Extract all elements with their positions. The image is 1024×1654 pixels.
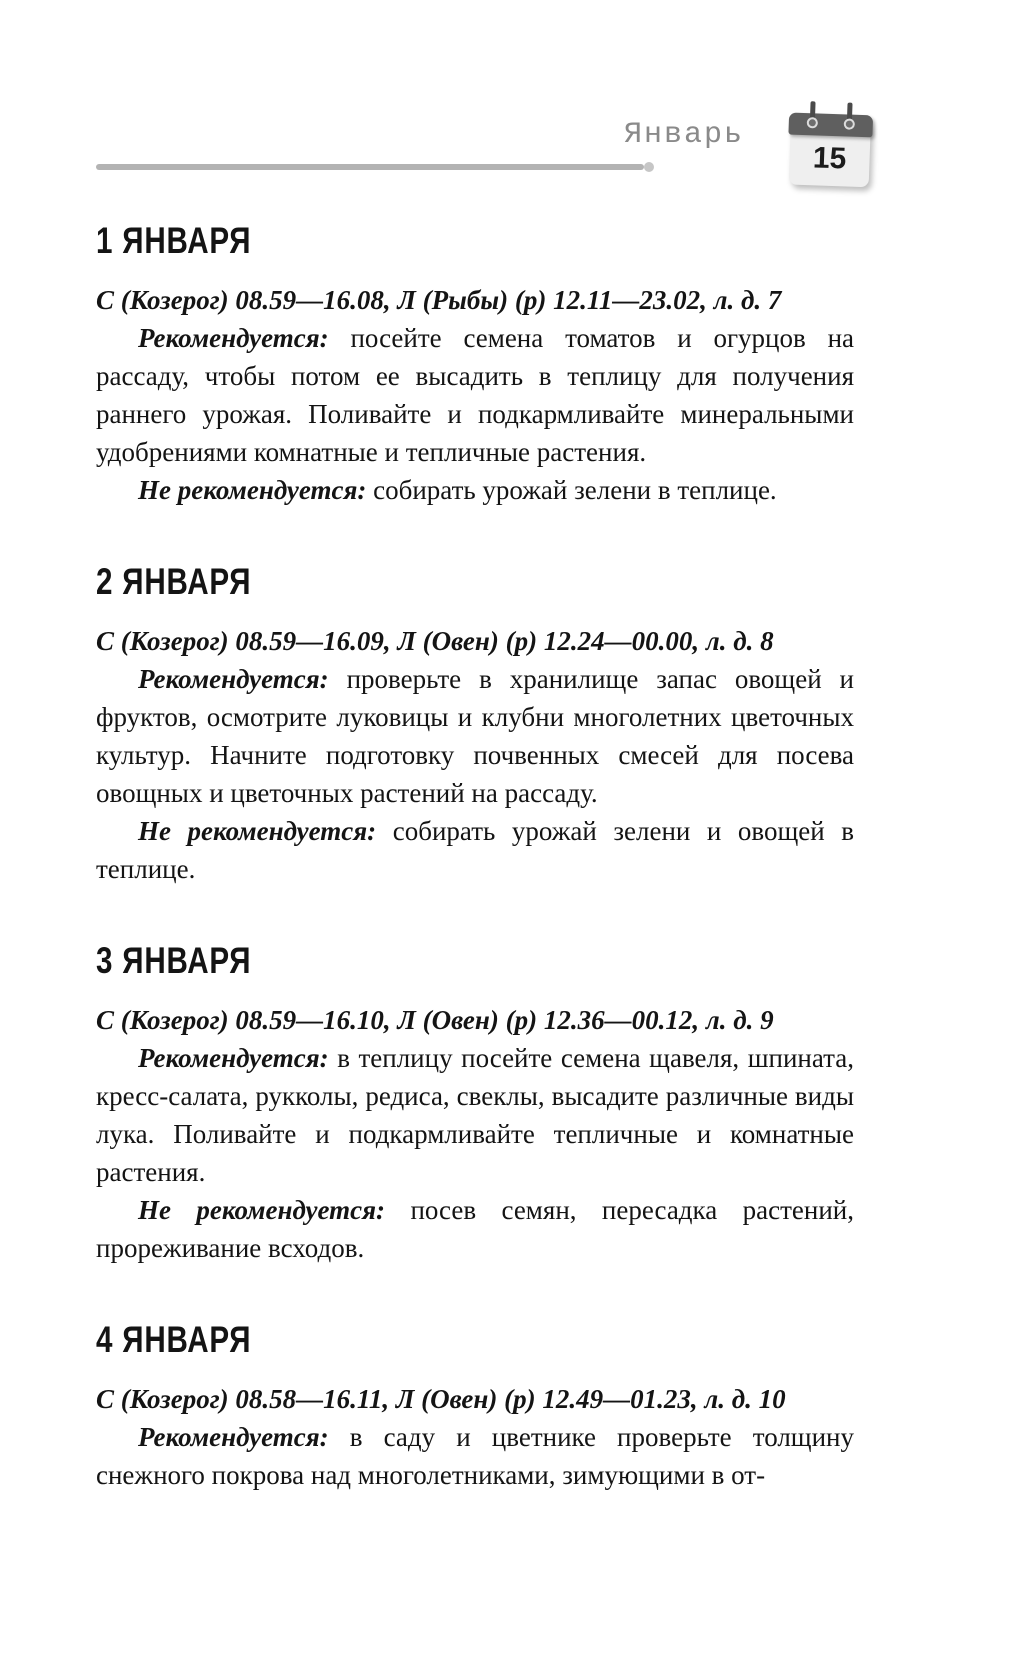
not-recommended-label: Не рекомендуется: <box>138 475 367 505</box>
day-heading: 1 ЯНВАРЯ <box>96 220 252 261</box>
day-heading: 2 ЯНВАРЯ <box>96 561 252 602</box>
calendar-icon-top-bar <box>788 112 873 137</box>
astro-line: С (Козерог) 08.59—16.09, Л (Овен) (р) 12.24—00.00, л. д. 8 <box>96 626 774 656</box>
recommended-paragraph <box>96 319 854 471</box>
not-recommended-text: собирать урожай зелени в теплице. <box>373 475 777 505</box>
not-recommended-text: собирать урожай зелени и овощей в теплице. <box>96 816 854 884</box>
recommended-text: посейте семена томатов и огурцов на рассаду, чтобы потом ее высадить в теплицу для получения раннего урожая. Поливайте и подкармливайте минеральными удобрениями комнатные и тепличные растения. <box>96 323 854 467</box>
page-number: 15 <box>812 141 847 176</box>
day-heading: 3 ЯНВАРЯ <box>96 940 252 981</box>
day-entry-1 <box>96 196 854 509</box>
recommended-label: Рекомендуется: <box>138 1422 329 1452</box>
not-recommended-text: посев семян, пересадка растений, прореживание всходов. <box>96 1195 855 1263</box>
recommended-text: в теплицу посейте семена щавеля, шпината, кресс-салата, рукколы, редиса, свеклы, высадите различные виды лука. Поливайте и подкармливайте тепличные и комнатные растения. <box>96 1043 854 1187</box>
astro-line: С (Козерог) 08.59—16.08, Л (Рыбы) (р) 12.11—23.02, л. д. 7 <box>96 285 782 315</box>
recommended-text: в саду и цветнике проверьте толщину снежного покрова над многолетниками, зимующими в от- <box>96 1422 854 1490</box>
not-recommended-paragraph <box>96 1191 854 1267</box>
not-recommended-label: Не рекомендуется: <box>138 1195 386 1225</box>
astro-line: С (Козерог) 08.58—16.11, Л (Овен) (р) 12.49—01.23, л. д. 10 <box>96 1384 786 1414</box>
calendar-pin-icon <box>810 101 816 125</box>
month-label: Январь <box>623 118 744 152</box>
recommended-paragraph <box>96 1418 854 1494</box>
day-entry-2 <box>96 509 854 888</box>
recommended-label: Рекомендуется: <box>138 1043 329 1073</box>
calendar-icon <box>784 100 879 193</box>
not-recommended-paragraph <box>96 471 854 509</box>
recommended-text: проверьте в хранилище запас овощей и фруктов, осмотрите луковицы и клубни многолетних цветочных культур. Начните подготовку почвенных смесей для посева овощных и цветочных растений на рассаду. <box>96 664 854 808</box>
recommended-paragraph <box>96 1039 854 1191</box>
running-head <box>96 100 864 195</box>
recommended-paragraph <box>96 660 854 812</box>
not-recommended-paragraph <box>96 812 854 888</box>
day-heading: 4 ЯНВАРЯ <box>96 1319 252 1360</box>
day-entry-3 <box>96 888 854 1267</box>
not-recommended-label: Не рекомендуется: <box>138 816 377 846</box>
header-rule <box>96 164 644 170</box>
page-content <box>96 196 854 1494</box>
day-entry-4 <box>96 1267 854 1494</box>
calendar-pin-icon <box>847 103 853 127</box>
astro-line: С (Козерог) 08.59—16.10, Л (Овен) (р) 12.36—00.12, л. д. 9 <box>96 1005 774 1035</box>
recommended-label: Рекомендуется: <box>138 664 329 694</box>
recommended-label: Рекомендуется: <box>138 323 329 353</box>
